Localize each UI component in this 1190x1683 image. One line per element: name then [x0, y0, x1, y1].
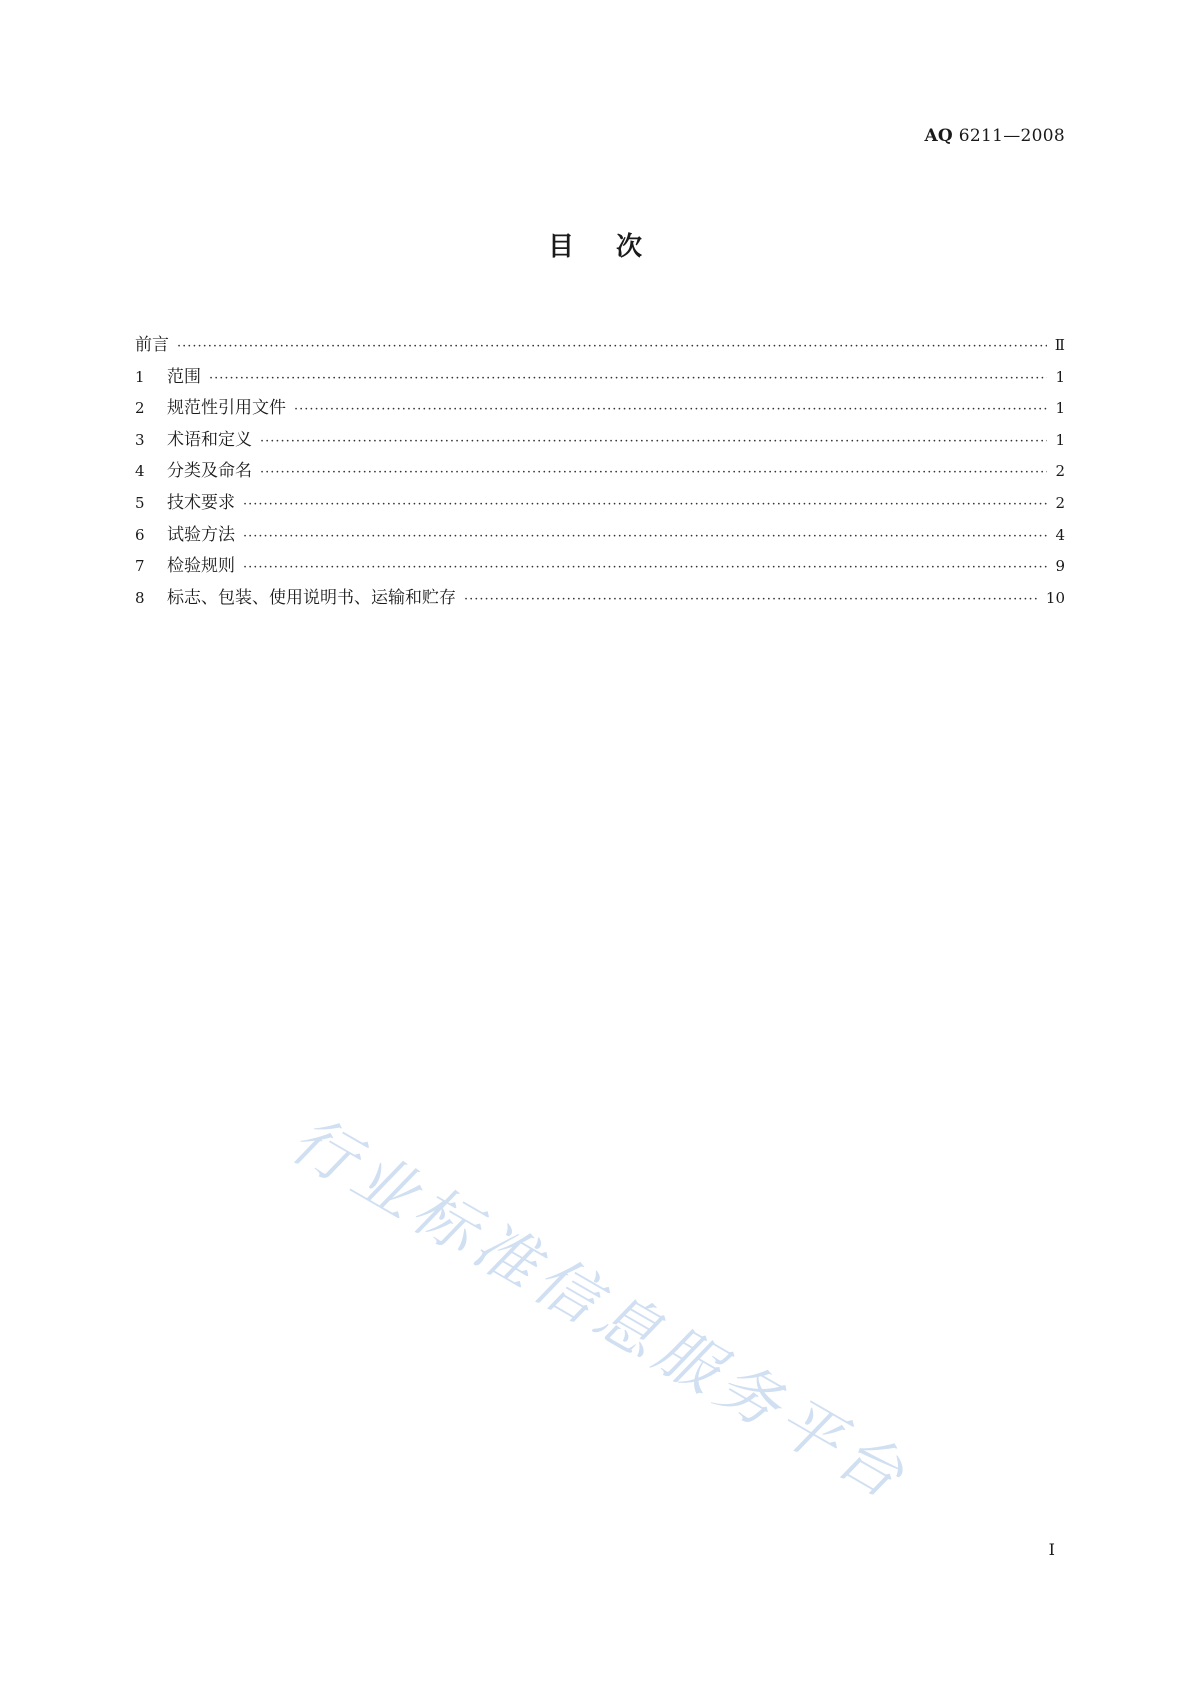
document-code-prefix: AQ: [924, 126, 954, 146]
document-code: [924, 126, 1065, 146]
document-code-number: 6211—2008: [958, 126, 1065, 146]
toc-entry-page: 4: [1055, 525, 1065, 544]
watermark-text: 行业标准信息服务平台: [279, 1102, 922, 1516]
toc-leader-dots: [243, 529, 1047, 544]
toc-entry-number: 3: [135, 430, 145, 449]
toc-entry-label: 标志、包装、使用说明书、运输和贮存: [167, 587, 456, 608]
toc-entry-classification[interactable]: [135, 456, 1065, 488]
toc-entry-page: 1: [1055, 399, 1065, 418]
toc-title: 目次: [547, 232, 684, 262]
toc-leader-dots: [243, 497, 1047, 512]
toc-entry-terms-definitions[interactable]: [135, 425, 1065, 457]
toc-entry-label: 试验方法: [167, 524, 235, 545]
toc-leader-dots: [260, 434, 1047, 449]
table-of-contents: [135, 330, 1065, 614]
toc-entry-normative-references[interactable]: [135, 393, 1065, 425]
toc-leader-dots: [177, 339, 1047, 354]
page-number: I: [1048, 1540, 1055, 1559]
toc-entry-foreword[interactable]: [135, 330, 1065, 362]
toc-entry-number: 2: [135, 399, 145, 418]
toc-entry-label: 术语和定义: [167, 429, 252, 450]
toc-entry-scope[interactable]: [135, 362, 1065, 394]
toc-entry-test-methods[interactable]: [135, 520, 1065, 552]
toc-leader-dots: [243, 560, 1047, 575]
toc-entry-number: 6: [135, 525, 145, 544]
toc-entry-label: 规范性引用文件: [167, 398, 286, 419]
toc-entry-page: Ⅱ: [1054, 336, 1065, 354]
toc-entry-page: 10: [1045, 588, 1065, 607]
toc-leader-dots: [464, 592, 1038, 607]
toc-entry-page: 9: [1055, 557, 1065, 576]
toc-leader-dots: [260, 465, 1047, 480]
toc-entry-label: 技术要求: [167, 492, 235, 513]
toc-entry-inspection-rules[interactable]: [135, 551, 1065, 583]
toc-entry-label: 检验规则: [167, 556, 235, 577]
toc-entry-label: 范围: [167, 366, 201, 387]
toc-entry-page: 2: [1055, 493, 1065, 512]
toc-leader-dots: [209, 371, 1047, 386]
toc-leader-dots: [294, 402, 1047, 417]
toc-entry-number: 8: [135, 588, 145, 607]
toc-entry-number: 1: [135, 367, 145, 386]
toc-entry-page: 2: [1055, 462, 1065, 481]
toc-entry-marking-packaging[interactable]: [135, 583, 1065, 615]
toc-entry-technical-requirements[interactable]: [135, 488, 1065, 520]
toc-entry-number: 4: [135, 462, 145, 481]
toc-entry-page: 1: [1055, 367, 1065, 386]
toc-entry-number: 7: [135, 557, 145, 576]
toc-entry-page: 1: [1055, 430, 1065, 449]
toc-entry-number: 5: [135, 493, 145, 512]
toc-entry-label: 前言: [135, 335, 169, 355]
toc-entry-label: 分类及命名: [167, 461, 252, 482]
